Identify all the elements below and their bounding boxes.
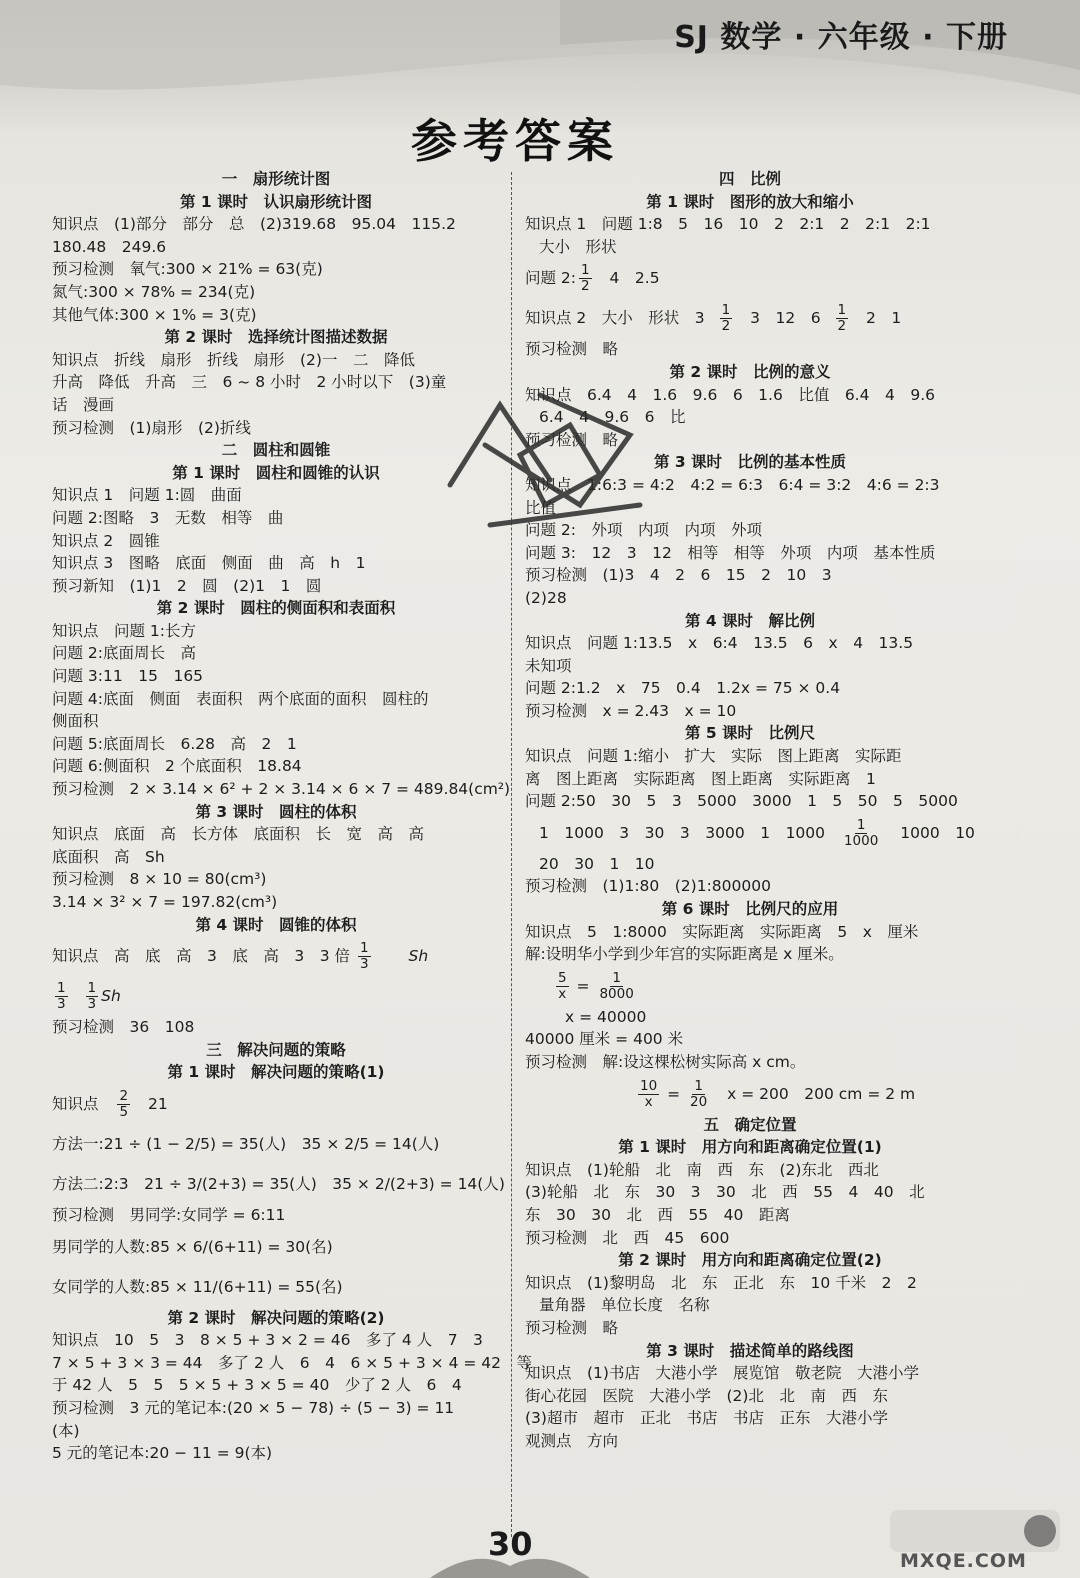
answer-line: 问题 6:侧面积 2 个底面积 18.84 <box>52 757 302 776</box>
page-number: 30 <box>488 1525 533 1563</box>
answer-line: 问题 4:底面 侧面 表面积 两个底面的面积 圆柱的 <box>52 689 429 708</box>
answer-line: 预习检测 8 × 10 = 80(cm³) <box>52 870 267 889</box>
stamp-mark <box>430 385 660 555</box>
answer-line: 知识点 10 5 3 8 × 5 + 3 × 2 = 46 多了 4 人 7 3 <box>52 1331 483 1350</box>
answer-line: 知识点 1:6:3 = 4:2 4:2 = 6:3 6:4 = 3:2 4:6 = 2:3 <box>525 475 940 494</box>
answer-line: 比值 <box>525 498 557 517</box>
answer-line: 预习检测 36 108 <box>52 1018 195 1037</box>
answer-line-fraction: 问题 2: $\frac{1}{2}$ 4 2.5 <box>525 262 660 295</box>
answer-line: 6.4 4 9.6 6 比 <box>539 408 686 427</box>
answer-text: Sh <box>408 947 429 966</box>
answer-line: 离 图上距离 实际距离 图上距离 实际距离 1 <box>525 769 876 788</box>
answer-line: 于 42 人 5 5 5 × 5 + 3 × 5 = 40 少了 2 人 6 4 <box>52 1376 462 1395</box>
answer-line-fraction: $\frac{5}{x}$ = $\frac{1}{8000}$ <box>558 969 634 1002</box>
answer-line: 未知项 <box>525 656 572 675</box>
lesson-heading: 第 2 课时 选择统计图描述数据 <box>164 328 388 347</box>
answer-line: 知识点 6.4 4 1.6 9.6 6 1.6 比值 6.4 4 9.6 <box>525 385 935 404</box>
answer-line: 预习检测 氧气:300 × 21% = 63(克) <box>52 260 323 279</box>
answer-line: 底面积 高 Sh <box>52 847 165 866</box>
answer-line: 街心花园 医院 大港小学 (2)北 北 南 西 东 <box>525 1386 888 1405</box>
answer-line: 预习检测 略 <box>525 1318 619 1337</box>
answer-line: 男同学的人数:85 × 6/(6+11) = 30(名) <box>52 1237 333 1256</box>
answer-line: 5 元的笔记本:20 − 11 = 9(本) <box>52 1444 273 1463</box>
section-heading: 一 扇形统计图 <box>221 170 331 188</box>
fraction: $\frac{10}{x}$ <box>640 1077 658 1110</box>
answer-line-fraction <box>52 936 500 976</box>
answer-line: 180.48 249.6 <box>52 237 167 256</box>
answer-line: 量角器 单位长度 名称 <box>539 1296 710 1315</box>
lesson-heading: 第 1 课时 图形的放大和缩小 <box>646 192 854 211</box>
answer-line: 预习检测 解:设这棵松树实际高 x cm。 <box>525 1053 806 1071</box>
answer-line-fraction: 1 1000 3 30 3 3000 1 1000 $\frac{1}{1000}$ 1000 10 <box>539 816 975 849</box>
fraction: $\frac{1}{8000}$ <box>599 969 634 1002</box>
section-heading: 三 解决问题的策略 <box>206 1040 346 1059</box>
answer-line: 预习检测 (1)3 4 2 6 15 2 10 3 <box>525 566 832 585</box>
lesson-heading: 第 1 课时 圆柱和圆锥的认识 <box>172 463 380 482</box>
column-divider <box>511 172 512 1537</box>
fraction: $\frac{2}{5}$ <box>119 1087 129 1120</box>
fraction: $\frac{5}{x}$ <box>558 969 567 1002</box>
answer-line: 知识点 问题 1:长方 <box>52 621 197 640</box>
answer-line: 预习检测 略 <box>525 430 619 449</box>
answer-line: 问题 5:底面周长 6.28 高 2 1 <box>52 734 297 753</box>
page-title: 参考答案 <box>411 114 619 168</box>
answer-line: 预习检测 略 <box>525 340 619 359</box>
answer-line: 知识点 折线 扇形 折线 扇形 (2)一 二 降低 <box>52 350 415 369</box>
answer-line: x = 40000 <box>565 1007 647 1026</box>
right-column <box>525 168 975 1453</box>
answer-line: 知识点 问题 1:缩小 扩大 实际 图上距离 实际距 <box>525 747 902 766</box>
answer-line: 20 30 1 10 <box>539 854 655 873</box>
answer-line: 解:设明华小学到少年宫的实际距离是 x 厘米。 <box>525 945 844 964</box>
answer-line: 知识点 3 图略 底面 侧面 曲 高 h 1 <box>52 554 366 573</box>
fraction: $\frac{1}{3}$ <box>87 980 97 1013</box>
answer-line: 其他气体:300 × 1% = 3(克) <box>52 305 257 324</box>
answer-line: 知识点 1 问题 1:8 5 16 10 2 2:1 2 2:1 2:1 <box>525 215 931 234</box>
answer-line: 知识点 问题 1:13.5 x 6:4 13.5 6 x 4 13.5 <box>525 634 914 653</box>
answer-line: 预习检测 (1)1:80 (2)1:800000 <box>525 877 771 896</box>
lesson-heading: 第 2 课时 圆柱的侧面积和表面积 <box>156 599 396 618</box>
fraction: $\frac{1}{2}$ <box>581 262 590 295</box>
lesson-heading: 第 3 课时 圆柱的体积 <box>195 802 357 821</box>
answer-line: 观测点 方向 <box>525 1431 619 1450</box>
answer-line: 问题 3:11 15 165 <box>52 667 204 686</box>
answer-line: (3)超市 超市 正北 书店 书店 正东 大港小学 <box>525 1409 888 1428</box>
lesson-heading: 第 2 课时 解决问题的策略(2) <box>167 1308 385 1327</box>
section-heading: 二 圆柱和圆锥 <box>221 441 331 460</box>
answer-line: 问题 2:图略 3 无数 相等 曲 <box>52 508 284 527</box>
fraction: $\frac{1}{1000}$ <box>843 816 879 849</box>
answer-line: 预习检测 3 元的笔记本:(20 × 5 − 78) ÷ (5 − 3) = 11 <box>52 1398 455 1417</box>
answer-line: 问题 2:1.2 x 75 0.4 1.2x = 75 × 0.4 <box>525 679 841 698</box>
answer-text: 知识点 高 底 高 3 底 高 3 3 倍 <box>52 947 351 966</box>
answer-line: 预习检测 x = 2.43 x = 10 <box>525 701 737 720</box>
answer-line-fraction: $\frac{10}{x}$ = $\frac{1}{20}$ x = 200 200 cm = 2 m <box>640 1077 916 1110</box>
lesson-heading: 第 1 课时 解决问题的策略(1) <box>167 1063 385 1082</box>
answer-line: 方法一:21 ÷ (1 − 2/5) = 35(人) 35 × 2/5 = 14(人) <box>52 1134 440 1153</box>
answer-line: 方法二:2:3 21 ÷ 3/(2+3) = 35(人) 35 × 2/(2+3) = 14(人) <box>52 1174 505 1193</box>
answer-line-fraction: 知识点 $\frac{2}{5}$ 21 <box>52 1087 168 1120</box>
fraction: $\frac{1}{20}$ <box>690 1077 708 1110</box>
answer-line: 女同学的人数:85 × 11/(6+11) = 55(名) <box>52 1277 343 1296</box>
answer-line: (本) <box>52 1421 80 1440</box>
answer-line: 氮气:300 × 78% = 234(克) <box>52 282 256 301</box>
answer-line: 预习检测 2 × 3.14 × 6² + 2 × 3.14 × 6 × 7 = 489.84(cm²) <box>52 780 511 799</box>
answer-line: 知识点 (1)轮船 北 南 西 东 (2)东北 西北 <box>525 1160 879 1179</box>
answer-line: 知识点 2 圆锥 <box>52 531 160 550</box>
answer-line: 知识点 (1)书店 大港小学 展览馆 敬老院 大港小学 <box>525 1364 919 1383</box>
answer-line: 知识点 (1)黎明岛 北 东 正北 东 10 千米 2 2 <box>525 1273 917 1292</box>
section-heading: 五 确定位置 <box>703 1115 797 1134</box>
left-column <box>52 168 533 1465</box>
answer-line: 东 30 30 北 西 55 40 距离 <box>525 1205 790 1224</box>
fraction: $\frac{1}{3}$ <box>359 940 369 973</box>
answer-line: 问题 3: 12 3 12 相等 相等 外项 内项 基本性质 <box>525 543 936 562</box>
fraction: $\frac{1}{3}$ <box>57 980 66 1013</box>
answer-line: 知识点 1 问题 1:圆 曲面 <box>52 486 242 505</box>
answer-line: 预习检测 北 西 45 600 <box>525 1228 730 1247</box>
answer-line: 侧面积 <box>52 712 99 731</box>
lesson-heading: 第 2 课时 用方向和距离确定位置(2) <box>618 1251 882 1270</box>
lesson-heading: 第 4 课时 解比例 <box>684 611 816 630</box>
answer-line: 3.14 × 3² × 7 = 197.82(cm³) <box>52 893 278 911</box>
header-title: SJ 数学 · 六年级 · 下册 <box>674 20 1008 55</box>
lesson-heading: 第 2 课时 比例的意义 <box>669 362 831 381</box>
answer-line: 知识点 5 1:8000 实际距离 实际距离 5 x 厘米 <box>525 922 919 941</box>
answer-line: (2)28 <box>525 588 567 607</box>
fraction: $\frac{1}{2}$ <box>721 302 731 335</box>
answer-line: 预习新知 (1)1 2 圆 (2)1 1 圆 <box>52 576 322 595</box>
lesson-heading: 第 5 课时 比例尺 <box>684 724 816 743</box>
answer-line: 大小 形状 <box>539 237 617 256</box>
answer-line: 问题 2:底面周长 高 <box>52 644 197 663</box>
answer-line: 7 × 5 + 3 × 3 = 44 多了 2 人 6 4 6 × 5 + 3 × 4 = 42 等 <box>52 1353 533 1372</box>
answer-line: 40000 厘米 = 400 米 <box>525 1030 684 1049</box>
answer-line: (3)轮船 北 东 30 3 30 北 西 55 4 40 北 <box>525 1183 925 1202</box>
lesson-heading: 第 3 课时 比例的基本性质 <box>653 453 847 472</box>
lesson-heading: 第 1 课时 认识扇形统计图 <box>179 192 373 211</box>
answer-line: 知识点 底面 高 长方体 底面积 长 宽 高 高 <box>52 825 425 844</box>
answer-line: 升高 降低 升高 三 6 ~ 8 小时 2 小时以下 (3)童 <box>52 373 447 392</box>
lesson-heading: 第 6 课时 比例尺的应用 <box>661 900 839 919</box>
lesson-heading: 第 3 课时 描述简单的路线图 <box>646 1341 854 1360</box>
answer-line: 预习检测 (1)扇形 (2)折线 <box>52 418 251 437</box>
lesson-heading: 第 1 课时 用方向和距离确定位置(1) <box>618 1138 882 1157</box>
watermark-text: MXQE.COM <box>900 1550 1027 1572</box>
answer-line: 问题 2: 外项 内项 内项 外项 <box>525 521 763 540</box>
answer-line: 知识点 (1)部分 部分 总 (2)319.68 95.04 115.2 <box>52 215 456 234</box>
page-number-ornament <box>430 1548 590 1578</box>
answer-line-fraction: $\frac{1}{3}$ $\frac{1}{3}$ Sh <box>57 980 121 1013</box>
section-heading: 四 比例 <box>718 170 781 188</box>
answer-line: 问题 2:50 30 5 3 5000 3000 1 5 50 5 5000 <box>525 792 958 811</box>
answer-line-fraction: 知识点 2 大小 形状 3 $\frac{1}{2}$ 3 12 6 $\frac{1}{2}$ 2 1 <box>525 302 902 335</box>
lesson-heading: 第 4 课时 圆锥的体积 <box>195 915 357 934</box>
answer-line: 预习检测 男同学:女同学 = 6:11 <box>52 1205 286 1224</box>
answer-line: 话 漫画 <box>52 395 115 414</box>
fraction: $\frac{1}{2}$ <box>837 302 847 335</box>
